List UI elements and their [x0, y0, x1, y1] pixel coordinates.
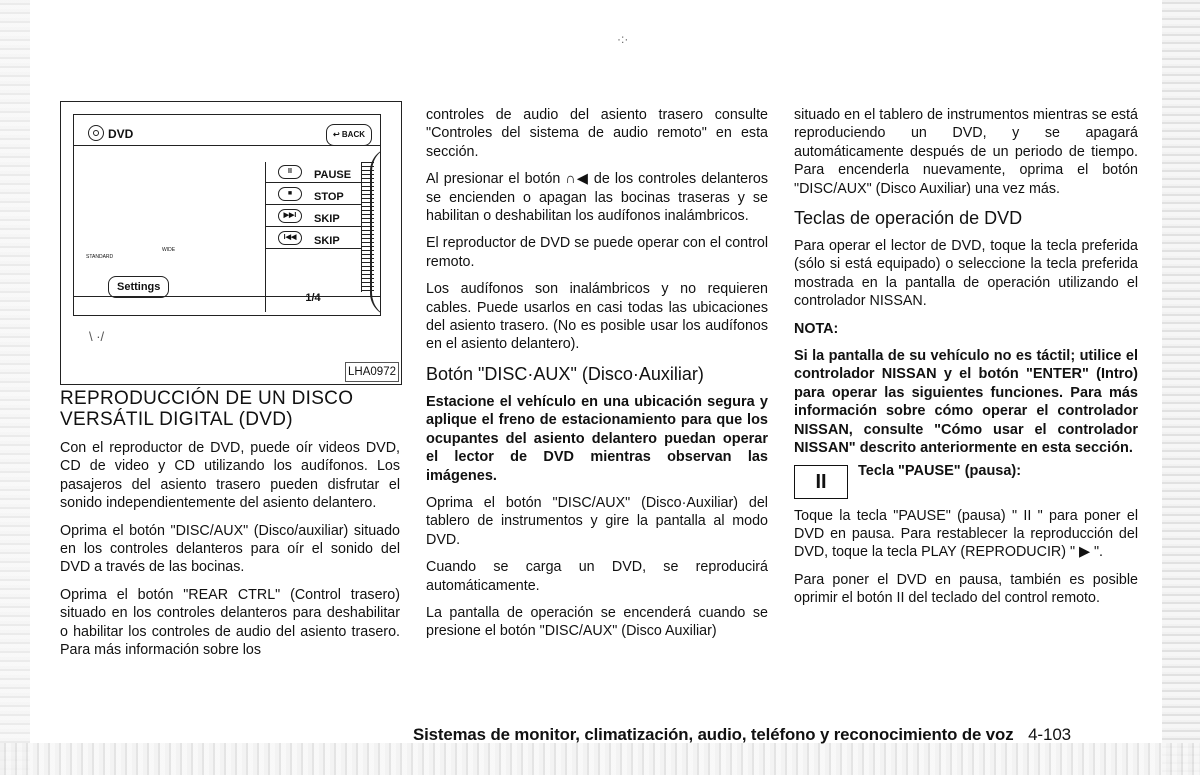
paragraph: Al presionar el botón ∩◀ de los controles delanteros se encienden o apagan las bocinas traseras y se habilitan o deshabilitan los audífonos inalámbricos. — [426, 171, 768, 225]
back-button[interactable]: ↩ BACK — [326, 124, 372, 146]
disc-icon — [88, 125, 104, 141]
figure-code: LHA0972 — [345, 362, 399, 382]
divider — [74, 145, 380, 146]
footer-section: Sistemas de monitor, climatización, audio, teléfono y reconocimiento de voz — [413, 725, 1014, 744]
section-heading: REPRODUCCIÓN DE UN DISCO VERSÁTIL DIGITAL (DVD) — [60, 388, 354, 430]
pause-key-heading — [794, 462, 1138, 499]
scan-mark: ·:· — [617, 32, 629, 46]
page-number: 4-103 — [1028, 725, 1072, 744]
paragraph: Oprima el botón "DISC/AUX" (Disco/auxiliar) situado en los controles delanteros para oír el sonido del DVD a través de las bocinas. — [60, 522, 400, 576]
settings-button[interactable]: Settings — [108, 276, 169, 298]
paragraph: La pantalla de operación se encenderá cuando se presione el botón "DISC/AUX" (Disco Auxiliar) — [426, 604, 768, 640]
pause-icon: II — [794, 465, 848, 499]
dvd-screen — [73, 114, 381, 316]
paragraph: situado en el tablero de instrumentos mientras se está reproduciendo un DVD, y se apagará automáticamente después de un periodo de tiempo. Para encenderla nuevamente, oprima el botón "DISC/AUX" (Disco Auxiliar) una vez más. — [794, 107, 1138, 197]
screen-title-text: DVD — [108, 127, 134, 141]
pause-icon: II — [278, 165, 302, 179]
paragraph: Para poner el DVD en pausa, también es posible oprimir el botón II del teclado del control remoto. — [794, 571, 1138, 607]
page-footer — [413, 725, 1139, 745]
skip-forward-icon: ▶▶I — [278, 209, 302, 223]
note-label: NOTA: — [794, 320, 839, 337]
paragraph: Oprima el botón "DISC/AUX" (Disco·Auxiliar) del tablero de instrumentos y gire la pantalla al modo DVD. — [426, 494, 768, 548]
wide-label: WIDE — [162, 247, 176, 253]
note-text: Si la pantalla de su vehículo no es táctil; utilice el controlador NISSAN y el botón "ENTER" (Intro) para operar las siguientes funciones. Para más información sobre cómo operar el controlador NISSAN, consulte "Cómo usar el controlador NISSAN" descrito anteriormente en esta sección. — [794, 348, 1138, 457]
skip-forward-button[interactable] — [266, 206, 362, 227]
column-3 — [794, 106, 1138, 617]
stop-button[interactable] — [266, 184, 362, 205]
divider — [74, 296, 380, 297]
scan-edge-bottom — [0, 743, 1200, 775]
warning-text: Estacione el vehículo en una ubicación segura y aplique el freno de estacionamiento para que los ocupantes del asiento delantero puedan operar el lector de DVD mientras observan las imágenes. — [426, 393, 768, 484]
pause-label: PAUSE — [314, 169, 352, 181]
column-1 — [60, 104, 400, 668]
paragraph: Oprima el botón "REAR CTRL" (Control trasero) situado en los controles delanteros para deshabilitar o habilitar los controles de audio del asiento trasero. Para más información sobre los — [60, 586, 400, 659]
skip-forward-label: SKIP — [314, 213, 340, 225]
paragraph: Cuando se carga un DVD, se reproducirá automáticamente. — [426, 559, 768, 594]
column-2 — [426, 106, 768, 650]
back-label: BACK — [341, 130, 365, 139]
skip-back-icon: I◀◀ — [278, 231, 302, 245]
screen-title — [88, 125, 133, 143]
subheading: Botón "DISC·AUX" (Disco·Auxiliar) — [426, 363, 704, 384]
dvd-screen-figure — [60, 101, 402, 385]
paragraph: Para operar el lector de DVD, toque la tecla preferida (sólo si está equipado) o seleccione la tecla preferida mostrada en la pantalla de operación utilizando el controlador NISSAN. — [794, 238, 1138, 310]
paragraph: Toque la tecla "PAUSE" (pausa) " II " para poner el DVD en pausa. Para restablecer la reproducción del DVD, toque la tecla PLAY (REPRODUCIR) " ▶ ". — [794, 507, 1138, 561]
page-indicator: 1/4 — [305, 292, 321, 304]
paragraph: controles de audio del asiento trasero consulte "Controles del sistema de audio remoto" en esta sección. — [426, 107, 768, 160]
pointer-mark: \ ·/ — [89, 329, 105, 344]
subheading: Teclas de operación de DVD — [794, 208, 1023, 229]
paragraph: Los audífonos son inalámbricos y no requieren cables. Puede usarlos en casi todas las ubicaciones del asiento trasero. (No es posible usar los audífonos en el asiento delantero). — [426, 281, 768, 353]
screen-curve — [370, 147, 381, 316]
pause-key-title: Tecla "PAUSE" (pausa): — [858, 462, 1022, 479]
skip-back-button[interactable] — [266, 228, 362, 249]
scan-edge-right — [1162, 0, 1200, 775]
paragraph: Con el reproductor de DVD, puede oír videos DVD, CD de video y CD utilizando los audífonos. Los pasajeros del asiento trasero pueden disfrutar el sonido independientemente del asiento delantero. — [60, 440, 400, 512]
skip-back-label: SKIP — [314, 235, 340, 247]
standard-label: STANDARD — [86, 254, 114, 260]
stop-icon: ■ — [278, 187, 302, 201]
stop-label: STOP — [314, 191, 344, 203]
scan-edge-left — [0, 0, 30, 775]
pause-button[interactable] — [266, 162, 362, 183]
paragraph: El reproductor de DVD se puede operar con el control remoto. — [426, 235, 768, 270]
